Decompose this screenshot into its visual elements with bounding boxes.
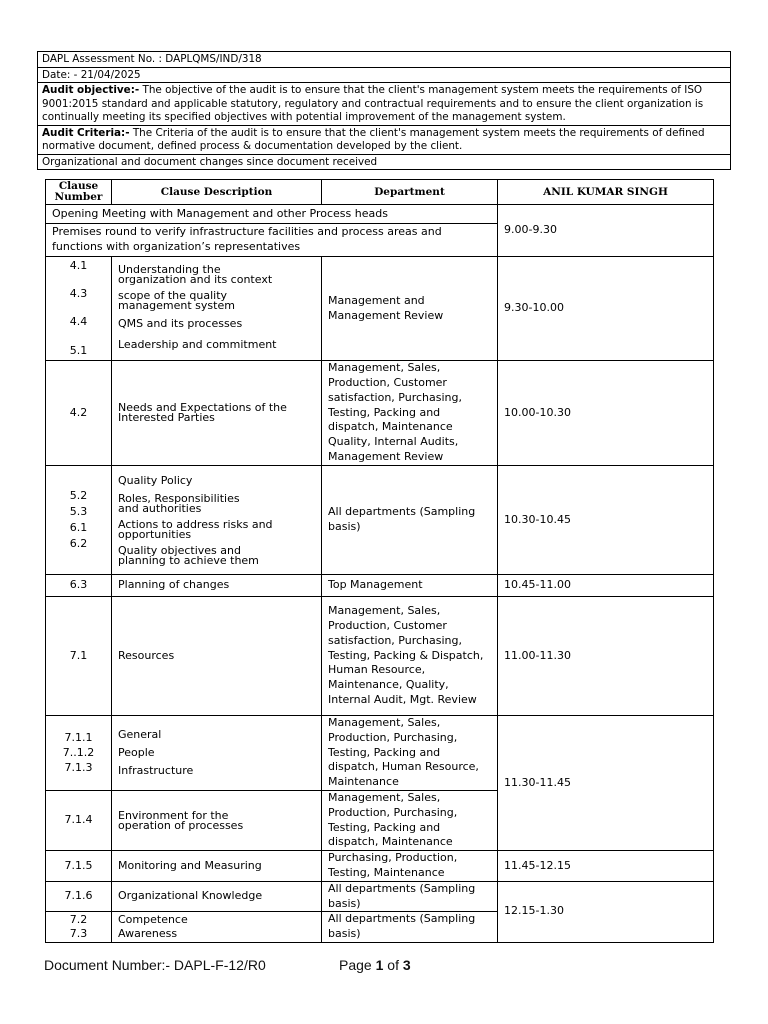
- table-row: [46, 851, 714, 882]
- time-cell: 10.30-10.45: [498, 466, 714, 575]
- time-cell: 12.15-1.30: [498, 881, 714, 942]
- department-cell: Purchasing, Production, Testing, Maintenance: [322, 851, 498, 882]
- clause-description-cell: General People Infrastructure: [112, 716, 322, 791]
- clause-number-cell: 7.2 7.3: [46, 912, 112, 943]
- audit-schedule-table: [45, 179, 714, 943]
- clause-description-header: Clause Description: [112, 180, 322, 205]
- document-changes: Organizational and document changes since document received: [42, 155, 378, 168]
- clause-description-cell: Competence Awareness: [112, 912, 322, 943]
- department-cell: Management, Sales, Production, Customer satisfaction, Purchasing, Testing, Packing and dispatch, Maintenance Quality, Internal Audits, Management Review: [322, 361, 498, 466]
- time-cell: 9.30-10.00: [498, 257, 714, 361]
- clause-description-cell: Environment for the operation of processes: [112, 790, 322, 850]
- audit-objective-text: The objective of the audit is to ensure that the client's management system meets the requirements of ISO 9001:2015 standard and applicable statutory, regulatory and contractual requirements and to ensure the client organization is continually meeting its specified objectives with potential improvement of the management system.: [42, 84, 704, 123]
- table-row: [46, 716, 714, 791]
- page-total: 3: [402, 957, 411, 973]
- audit-criteria-text: The Criteria of the audit is to ensure that the client's management system meets the requirements of defined normative document, defined process & documentation developed by the client.: [42, 126, 705, 152]
- department-cell: All departments (Sampling basis): [322, 912, 498, 943]
- assessment-number: DAPL Assessment No. : DAPLQMS/IND/318: [38, 52, 730, 68]
- table-row: [46, 881, 714, 912]
- clause-description-cell: Organizational Knowledge: [112, 881, 322, 912]
- audit-objective-label: Audit objective:-: [42, 84, 140, 96]
- table-row: [46, 597, 714, 716]
- clause-number-cell: 7.1.4: [46, 790, 112, 850]
- page-indicator: Page 1 of 3: [339, 957, 411, 973]
- department-cell: All departments (Sampling basis): [322, 466, 498, 575]
- department-cell: Management, Sales, Production, Purchasing, Testing, Packing and dispatch, Maintenance: [322, 790, 498, 850]
- clause-number-cell: 7.1.5: [46, 851, 112, 882]
- clause-number-cell: 7.1.1 7..1.2 7.1.3: [46, 716, 112, 791]
- department-cell: Top Management: [322, 575, 498, 597]
- clause-number-header: Clause Number: [46, 180, 112, 205]
- department-header: Department: [322, 180, 498, 205]
- clause-description-cell: Understanding the organization and its context scope of the quality management system QMS and its processes Leadership and commitment: [112, 257, 322, 361]
- table-header-row: [46, 180, 714, 205]
- department-cell: All departments (Sampling basis): [322, 881, 498, 912]
- table-row: [46, 205, 714, 224]
- table-row: [46, 575, 714, 597]
- clause-number-cell: 4.1 4.3 4.4 5.1: [46, 257, 112, 361]
- audit-criteria: [38, 126, 730, 155]
- auditor-header: ANIL KUMAR SINGH: [498, 180, 714, 205]
- time-cell: 10.45-11.00: [498, 575, 714, 597]
- table-row: [46, 257, 714, 361]
- clause-number-cell: 5.2 5.3 6.1 6.2: [46, 466, 112, 575]
- clause-number-cell: 4.2: [46, 361, 112, 466]
- audit-date: Date: - 21/04/2025: [38, 68, 730, 84]
- document-number: Document Number:- DAPL-F-12/R0: [44, 957, 266, 973]
- opening-meeting-cell: Opening Meeting with Management and other Process heads: [46, 205, 498, 224]
- clause-number-cell: 7.1: [46, 597, 112, 716]
- clause-number-cell: 7.1.6: [46, 881, 112, 912]
- audit-criteria-label: Audit Criteria:-: [42, 126, 130, 139]
- clause-description-cell: Planning of changes: [112, 575, 322, 597]
- clause-description-cell: Resources: [112, 597, 322, 716]
- clause-description-cell: Quality Policy Roles, Responsibilities and authorities Actions to address risks and opportunities Quality objectives and planning to achieve them: [112, 466, 322, 575]
- time-cell: 11.30-11.45: [498, 716, 714, 851]
- clause-number-cell: 6.3: [46, 575, 112, 597]
- time-cell: 9.00-9.30: [498, 205, 714, 257]
- page-current: 1: [375, 957, 384, 973]
- time-cell: 11.00-11.30: [498, 597, 714, 716]
- clause-description-cell: Monitoring and Measuring: [112, 851, 322, 882]
- audit-objective: [38, 83, 730, 126]
- department-cell: Management, Sales, Production, Customer satisfaction, Purchasing, Testing, Packing & Dispatch, Human Resource, Maintenance, Quality, Internal Audit, Mgt. Review: [322, 597, 498, 716]
- table-row: [46, 466, 714, 575]
- clause-description-cell: Needs and Expectations of the Interested Parties: [112, 361, 322, 466]
- department-cell: Management, Sales, Production, Purchasing, Testing, Packing and dispatch, Human Resource, Maintenance: [322, 716, 498, 791]
- time-cell: 10.00-10.30: [498, 361, 714, 466]
- premises-round-cell: Premises round to verify infrastructure facilities and process areas and functions with organization’s representatives: [46, 224, 498, 257]
- table-row: [46, 361, 714, 466]
- department-cell: Management and Management Review: [322, 257, 498, 361]
- audit-header-box: [37, 51, 731, 170]
- time-cell: 11.45-12.15: [498, 851, 714, 882]
